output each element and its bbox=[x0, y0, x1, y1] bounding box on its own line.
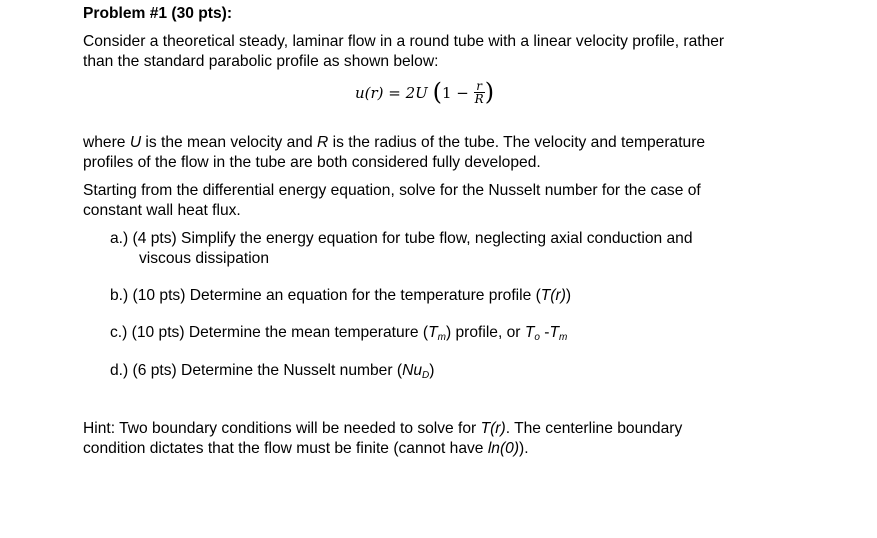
part-c-sub-m: m bbox=[437, 332, 446, 343]
part-d-nu: Nu bbox=[402, 362, 422, 379]
part-a-line-1: a.) (4 pts) Simplify the energy equation for tube flow, neglecting axial conduction and bbox=[110, 230, 693, 247]
hint-line-2 bbox=[83, 439, 529, 459]
hint-ln: ln(0) bbox=[487, 440, 520, 457]
part-b-text: b.) (10 pts) Determine an equation for the temperature profile ( bbox=[110, 287, 541, 304]
where-var-u: U bbox=[129, 134, 142, 151]
where-text-3: is the radius of the tube. The velocity and temperature bbox=[328, 134, 706, 151]
part-d bbox=[110, 361, 434, 381]
part-c-text: c.) (10 pts) Determine the mean temperature ( bbox=[110, 324, 429, 341]
hint-line-1 bbox=[83, 419, 682, 439]
equation-open-paren: ( bbox=[432, 78, 442, 106]
part-c-sub-m2: m bbox=[558, 332, 568, 343]
problem-title: Problem #1 (30 pts): bbox=[83, 5, 233, 22]
hint-var: T(r) bbox=[480, 420, 506, 437]
part-b-var: T(r) bbox=[540, 287, 566, 304]
part-b-end: ) bbox=[565, 287, 572, 304]
part-d-text: d.) (6 pts) Determine the Nusselt number ( bbox=[110, 362, 403, 379]
equation-lhs: u(r) = 2U bbox=[355, 84, 428, 102]
where-text-2: is the mean velocity and bbox=[141, 134, 318, 151]
part-c-t2: T bbox=[524, 324, 535, 341]
where-line-1 bbox=[83, 133, 705, 153]
hint-text-1: Hint: Two boundary conditions will be needed to solve for bbox=[83, 420, 481, 437]
part-d-end: ) bbox=[429, 362, 435, 379]
hint-text-4: ). bbox=[519, 440, 529, 457]
part-b bbox=[110, 286, 571, 306]
part-c-t3: T bbox=[549, 324, 559, 341]
part-c-dash: - bbox=[539, 324, 550, 341]
starting-line-1: Starting from the differential energy equation, solve for the Nusselt number for the case of bbox=[83, 182, 701, 199]
intro-line-1: Consider a theoretical steady, laminar flow in a round tube with a linear velocity profile, rather bbox=[83, 33, 725, 50]
part-c-t: T bbox=[428, 324, 438, 341]
where-text-1: where bbox=[83, 134, 130, 151]
part-c-mid: ) profile, or bbox=[445, 324, 525, 341]
part-c-sub-o: o bbox=[534, 332, 540, 343]
equation-numerator: r bbox=[474, 80, 485, 93]
equation-one-minus: 1 − bbox=[441, 84, 469, 102]
equation-fraction bbox=[474, 80, 485, 105]
hint-text-2: . The centerline boundary bbox=[505, 420, 683, 437]
starting-line-2: constant wall heat flux. bbox=[83, 202, 241, 219]
part-a-line-2: viscous dissipation bbox=[139, 250, 270, 267]
part-c bbox=[110, 323, 567, 343]
where-var-r: R bbox=[317, 134, 329, 151]
equation-denominator: R bbox=[474, 91, 484, 106]
velocity-profile-equation bbox=[355, 80, 494, 116]
where-line-2: profiles of the flow in the tube are both considered fully developed. bbox=[83, 154, 541, 171]
hint-text-3: condition dictates that the flow must be finite (cannot have bbox=[83, 440, 488, 457]
part-d-sub: D bbox=[422, 370, 430, 381]
intro-line-2: than the standard parabolic profile as shown below: bbox=[83, 53, 439, 70]
equation-close-paren: ) bbox=[484, 78, 495, 106]
